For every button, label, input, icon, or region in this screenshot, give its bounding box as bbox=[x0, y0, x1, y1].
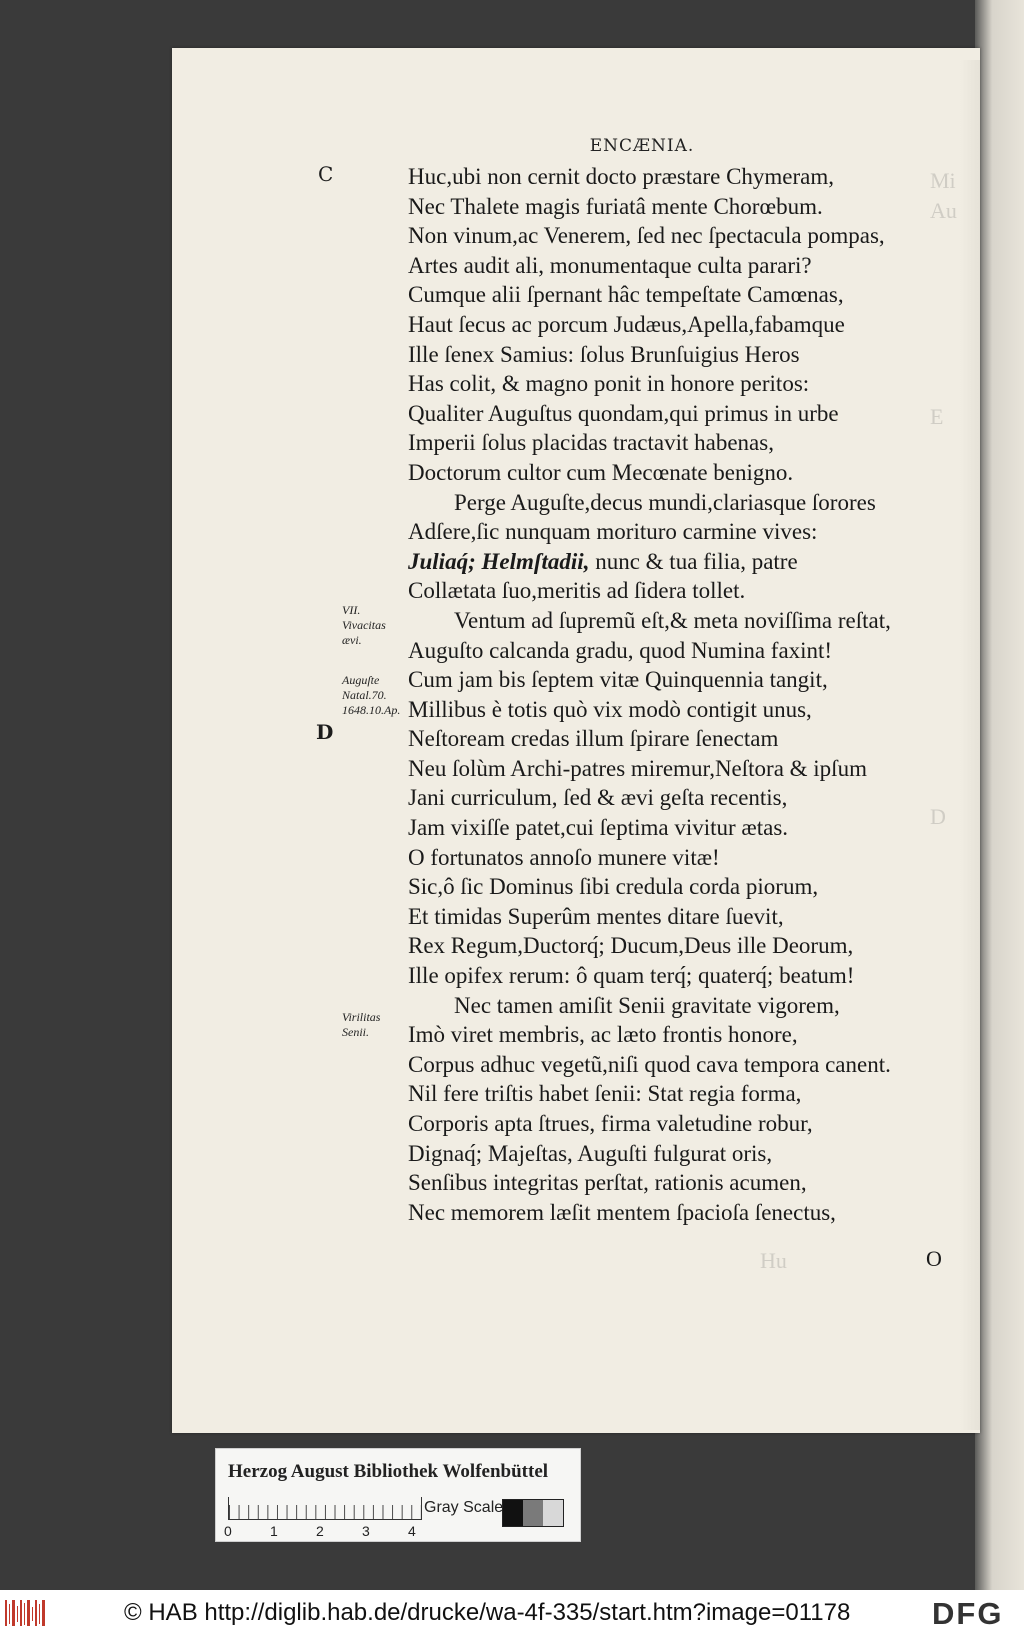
verse-text: Has colit, & magno ponit in honore peritos: bbox=[408, 371, 810, 397]
verse-text: Qualiter Auguſtus quondam,qui primus in urbe bbox=[408, 400, 839, 426]
poem-text-block bbox=[408, 162, 968, 1227]
verse-line bbox=[408, 280, 968, 310]
verse-line bbox=[408, 783, 968, 813]
verse-text: Collætata ſuo,meritis ad ſidera tollet. bbox=[408, 578, 746, 604]
verse-italic-text: Juliaq́; Helmſtadii, bbox=[408, 548, 590, 574]
verse-text: Sic,ô ſic Dominus ſibi credula corda piorum, bbox=[408, 874, 819, 900]
verse-line bbox=[408, 961, 968, 991]
verse-line bbox=[408, 221, 968, 251]
verse-line bbox=[408, 754, 968, 784]
verse-text: Jam vixiſſe patet,cui ſeptima vivitur ætas. bbox=[408, 815, 789, 841]
verse-line bbox=[408, 310, 968, 340]
margin-note-line: Natal.70. bbox=[342, 688, 387, 702]
verse-line bbox=[408, 547, 968, 577]
verse-text: Nec memorem læſit mentem ſpacioſa ſenectus, bbox=[408, 1199, 836, 1225]
verse-line bbox=[408, 251, 968, 281]
verse-line bbox=[408, 428, 968, 458]
verse-line bbox=[408, 724, 968, 754]
ruler-number: 1 bbox=[270, 1523, 278, 1539]
margin-note-line: 1648.10.Ap. bbox=[342, 703, 401, 717]
verse-text: nunc & tua filia, patre bbox=[589, 548, 798, 574]
verse-line bbox=[408, 162, 968, 192]
verse-line bbox=[408, 843, 968, 873]
verse-text: Haut ſecus ac porcum Judæus,Apella,fabamque bbox=[408, 311, 845, 337]
verse-line bbox=[408, 1050, 968, 1080]
verse-line bbox=[408, 931, 968, 961]
verse-line bbox=[408, 902, 968, 932]
verse-line bbox=[408, 1020, 968, 1050]
ruler-number: 3 bbox=[362, 1523, 370, 1539]
gray-scale-label: Gray Scale bbox=[424, 1499, 504, 1516]
verse-text: Imperii ſolus placidas tractavit habenas, bbox=[408, 430, 774, 456]
verse-line bbox=[408, 340, 968, 370]
verse-text: Rex Regum,Ductorq́; Ducum,Deus ille Deorum, bbox=[408, 933, 854, 959]
verse-text: Neſtoream credas illum ſpirare ſenectam bbox=[408, 726, 779, 752]
bleed-through-text: Mi bbox=[930, 168, 956, 193]
verse-text: Auguſto calcanda gradu, quod Numina faxint! bbox=[408, 637, 833, 663]
verse-line bbox=[408, 872, 968, 902]
gray-swatch bbox=[523, 1500, 543, 1526]
verse-text: O fortunatos annoſo munere vitæ! bbox=[408, 844, 720, 870]
verse-text: Jani curriculum, ſed & ævi geſta recentis, bbox=[408, 785, 788, 811]
bleed-through-text: D bbox=[930, 804, 946, 829]
ruler-numbers bbox=[224, 1523, 424, 1537]
running-head: ENCÆNIA. bbox=[589, 136, 695, 156]
verse-text: Nil fere triſtis habet ſenii: Stat regia forma, bbox=[408, 1081, 802, 1107]
verse-line bbox=[408, 458, 968, 488]
signature-mark-d: D bbox=[316, 720, 334, 744]
gray-scale-swatches bbox=[502, 1499, 564, 1527]
verse-line bbox=[408, 606, 968, 636]
footer-bar bbox=[0, 1590, 1024, 1636]
verse-line bbox=[408, 576, 968, 606]
color-calibration-chart bbox=[215, 1448, 581, 1542]
barcode-icon bbox=[4, 1598, 48, 1628]
verse-text: Artes audit ali, monumentaque culta parari? bbox=[408, 252, 812, 278]
margin-note-line: Vivacitas bbox=[342, 618, 386, 632]
verse-text: Huc,ubi non cernit docto præstare Chymeram, bbox=[408, 164, 835, 189]
margin-note-line: VII. bbox=[342, 603, 361, 617]
verse-text: Cum jam bis ſeptem vitæ Quinquennia tangit, bbox=[408, 667, 828, 693]
verse-text: Doctorum cultor cum Mecœnate benigno. bbox=[408, 459, 794, 485]
verse-text: Ventum ad ſupremũ eſt,& meta noviſſima reſtat, bbox=[454, 607, 891, 633]
verse-line bbox=[408, 1139, 968, 1169]
dfg-logo: DFG bbox=[932, 1596, 1004, 1631]
margin-note-virilitas bbox=[342, 1010, 408, 1040]
verse-line bbox=[408, 1109, 968, 1139]
bleed-through-text: E bbox=[930, 404, 944, 429]
verse-text: Corpus adhuc vegetũ,niſi quod cava tempora canent. bbox=[408, 1051, 891, 1077]
verse-line bbox=[408, 399, 968, 429]
verse-text: Perge Auguſte,decus mundi,clariasque ſorores bbox=[454, 489, 876, 515]
ruler-number: 2 bbox=[316, 1523, 324, 1539]
verse-text: Non vinum,ac Venerem, ſed nec ſpectacula pompas, bbox=[408, 223, 885, 249]
verse-line bbox=[408, 813, 968, 843]
verse-text: Nec Thalete magis furiatâ mente Chorœbum. bbox=[408, 193, 823, 219]
verse-line bbox=[408, 369, 968, 399]
verse-line bbox=[408, 1079, 968, 1109]
verse-line bbox=[408, 488, 968, 518]
gray-swatch bbox=[503, 1500, 523, 1526]
verse-line bbox=[408, 695, 968, 725]
margin-note-line: ævi. bbox=[342, 633, 362, 647]
verse-text: Millibus è totis quò vix modò contigit unus, bbox=[408, 696, 812, 722]
margin-note-vivacitas bbox=[342, 603, 408, 648]
verse-line bbox=[408, 517, 968, 547]
verse-text: Neu ſolùm Archi-patres miremur,Neſtora & ipſum bbox=[408, 755, 867, 781]
ruler-number: 0 bbox=[224, 1523, 232, 1539]
copyright-url: © HAB http://diglib.hab.de/drucke/wa-4f-335/start.htm?image=01178 bbox=[124, 1599, 851, 1626]
verse-text: Ille ſenex Samius: ſolus Brunſuigius Heros bbox=[408, 341, 800, 367]
bleed-through-text: Au bbox=[930, 198, 957, 223]
bleed-through-text: Hu bbox=[760, 1248, 787, 1273]
verse-text: Senſibus integritas perſtat, rationis acumen, bbox=[408, 1170, 807, 1196]
verse-text: Cumque alii ſpernant hâc tempeſtate Camœnas, bbox=[408, 282, 844, 308]
margin-note-line: Virilitas bbox=[342, 1010, 381, 1024]
verse-line bbox=[408, 991, 968, 1021]
verse-line bbox=[408, 665, 968, 695]
margin-note-natal bbox=[342, 673, 408, 718]
verse-text: Adſere,ſic nunquam morituro carmine vives: bbox=[408, 519, 818, 545]
signature-mark-c: C bbox=[318, 162, 334, 186]
verse-text: Corporis apta ſtrues, firma valetudine robur, bbox=[408, 1111, 813, 1136]
margin-note-line: Auguſte bbox=[342, 673, 380, 687]
verse-line bbox=[408, 192, 968, 222]
ruler-number: 4 bbox=[408, 1523, 416, 1539]
library-name: Herzog August Bibliothek Wolfenbüttel bbox=[228, 1461, 549, 1482]
verse-text: Dignaq́; Majeſtas, Auguſti fulgurat oris, bbox=[408, 1140, 773, 1166]
verse-text: Et timidas Superûm mentes ditare ſuevit, bbox=[408, 903, 784, 929]
scale-ruler bbox=[228, 1497, 422, 1520]
gray-swatch bbox=[543, 1500, 563, 1526]
verse-line bbox=[408, 1168, 968, 1198]
verse-text: Imò viret membris, ac læto frontis honore, bbox=[408, 1022, 798, 1048]
catchword: O bbox=[926, 1246, 942, 1271]
margin-note-line: Senii. bbox=[342, 1025, 369, 1039]
facing-page-edge bbox=[975, 0, 1024, 1590]
verse-text: Ille opifex rerum: ô quam terq́; quaterq́; beatum! bbox=[408, 963, 855, 989]
verse-line bbox=[408, 636, 968, 666]
verse-line bbox=[408, 1198, 968, 1228]
verse-text: Nec tamen amiſit Senii gravitate vigorem, bbox=[454, 992, 840, 1018]
